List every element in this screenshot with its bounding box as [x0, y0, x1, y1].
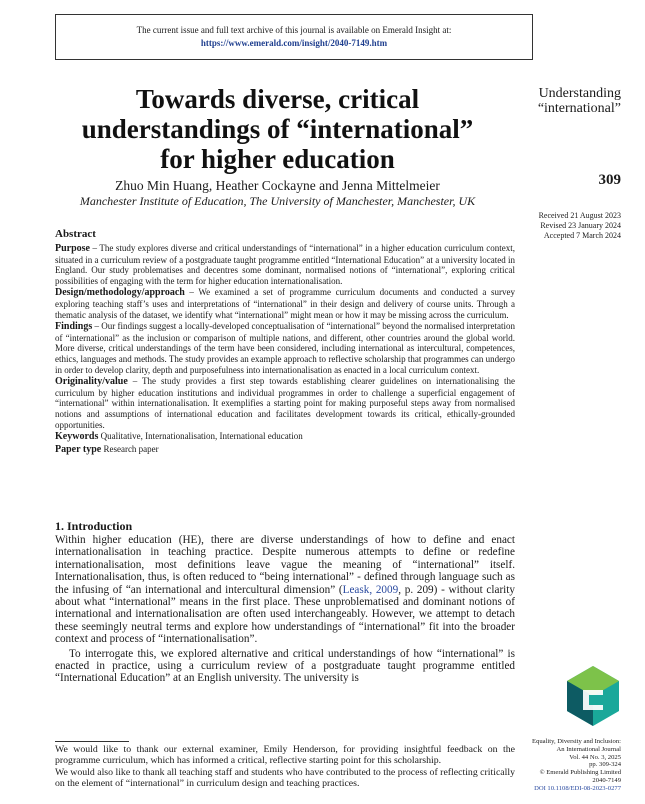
findings-label: Findings	[55, 321, 93, 333]
intro-paragraph-2: To interrogate this, we explored alternative and critical understandings of how “international” is enacted in practice, using a curriculum review of a postgraduate taught programme entitled “International Education” at an English university. The university is	[55, 647, 515, 685]
abstract-heading: Abstract	[55, 228, 96, 240]
originality-label: Originality/value	[55, 376, 128, 388]
journal-name: Equality, Diversity and Inclusion:	[532, 738, 621, 745]
footnote-divider	[55, 741, 129, 742]
design-text: – We examined a set of programme curriculum documents and conducted a survey exploring teaching staff’s uses and interpretations of “international” in their design and delivery of course units. Through a thematic analysis of the dataset, we identify what “international” might mean or how it may be missing across the curriculum.	[55, 287, 515, 320]
emerald-logo-icon	[565, 664, 621, 736]
journal-availability-banner	[55, 14, 533, 60]
keywords	[55, 431, 515, 443]
journal-volume: Vol. 44 No. 3, 2025	[569, 753, 621, 761]
logo-center-inner	[589, 695, 603, 705]
citation-leask-link[interactable]: Leask, 2009	[342, 583, 399, 596]
introduction-heading: 1. Introduction	[55, 519, 133, 533]
design-label: Design/methodology/approach	[55, 287, 185, 299]
title-line-3: for higher education	[160, 144, 395, 174]
running-title-line-2: “international”	[537, 101, 621, 116]
intro-p1-text-a: Within higher education (HE), there are diverse understandings of how to define and enact internationalisation in teaching practice. Despite numerous attempts to define or redefine internationalisation, most definitions leave vague the meaning of “international” itself. Internationalisation, thus, is often reduced to “being international” - defined through language such as the infusing of “an international and intercultural dimension” (	[55, 534, 515, 596]
running-title	[481, 86, 621, 116]
intro-p1-text-b: , p. 209) - without clarity about what “international” means in the first place. These unproblematised and dominant notions of international and internationalisation are often used interchangeably. However, we attempt to detach these seemingly neutral terms and explore how understandings of “international” fit into the broader context and process of “internationalisation”.	[55, 583, 515, 646]
abstract-purpose	[55, 243, 515, 286]
article-dates	[511, 211, 621, 241]
received-date: Received 21 August 2023	[538, 211, 621, 220]
papertype-label: Paper type	[55, 443, 102, 455]
introduction-section	[55, 520, 515, 685]
journal-citation-info	[501, 738, 621, 793]
running-title-line-1: Understanding	[538, 86, 621, 101]
paper-type	[55, 444, 515, 456]
keywords-label: Keywords	[55, 431, 99, 443]
journal-copyright: © Emerald Publishing Limited	[539, 769, 621, 777]
accepted-date: Accepted 7 March 2024	[543, 231, 621, 240]
page-number: 309	[598, 172, 621, 188]
footnote-paragraph-1: We would like to thank our external examiner, Emily Henderson, for providing insightful feedback on the programme curriculum, which has informed a critical, reflective starting point for this scholarship.	[55, 744, 515, 767]
doi-link[interactable]: DOI 10.1108/EDI-08-2023-0277	[534, 784, 621, 792]
findings-text: – Our findings suggest a locally-developed conceptualisation of “international” beyond the normalised interpretation of “international” as the inclusion or comparison of multiple nations, and different, other countries around the global world. More diverse, critical understandings of the term have been considered, including international as intercultural, competences, ethics, languages and methods. The study provides an example approach to reflective scholarship that programmes can undergo in order to develop clarity, depth and purposefulness into internationalisation as enacted in a local curriculum context.	[55, 321, 515, 375]
author-affiliation: Manchester Institute of Education, The University of Manchester, Manchester, UK	[79, 194, 476, 208]
title-line-1: Towards diverse, critical	[135, 84, 420, 114]
footnote-paragraph-2: We would also like to thank all teaching staff and students who have contributed to the process of reflecting critically on the element of “international” in curriculum design and teaching practices.	[55, 766, 515, 790]
title-line-2: understandings of “international”	[81, 114, 474, 144]
abstract-design	[55, 287, 515, 320]
journal-url-link[interactable]: https://www.emerald.com/insight/2040-7149.htm	[200, 38, 388, 48]
intro-paragraph-1	[55, 534, 515, 646]
article-authors: Zhuo Min Huang, Heather Cockayne and Jenna Mittelmeier	[115, 178, 440, 193]
journal-pages: pp. 309-324	[589, 761, 621, 769]
abstract-section	[55, 228, 515, 456]
papertype-text: Research paper	[101, 443, 159, 454]
keywords-text: Qualitative, Internationalisation, International education	[98, 431, 303, 442]
acknowledgements-footnote	[55, 744, 515, 790]
purpose-text: – The study explores diverse and critical understandings of “international” in a higher education curriculum context, situated in a curriculum review of a postgraduate taught programme entitled “International Education” at a university located in England. Our study problematises and decentres some dominant, normalised notions of “international”, exploring critical possibilities of engaging with the term for higher education internationalisation.	[55, 243, 515, 286]
article-title	[40, 84, 515, 174]
originality-text: – The study provides a first step towards establishing clearer guidelines on internationalising the curriculum by higher education institutions and individual programmes in order to challenge a superficial engagement of “international” within internationalisation. It exemplifies a starting point for making purposeful steps away from normalised notions and assumptions of international education and facilitates development towards its critical, ethically-grounded opportunities.	[55, 376, 515, 430]
purpose-label: Purpose	[55, 243, 90, 254]
abstract-originality	[55, 376, 515, 430]
journal-subtitle: An International Journal	[556, 745, 621, 753]
abstract-findings	[55, 321, 515, 375]
banner-text: The current issue and full text archive of this journal is available on Emerald Insight at:	[136, 25, 452, 35]
journal-issn: 2040-7149	[592, 776, 621, 784]
revised-date: Revised 23 January 2024	[540, 221, 621, 230]
